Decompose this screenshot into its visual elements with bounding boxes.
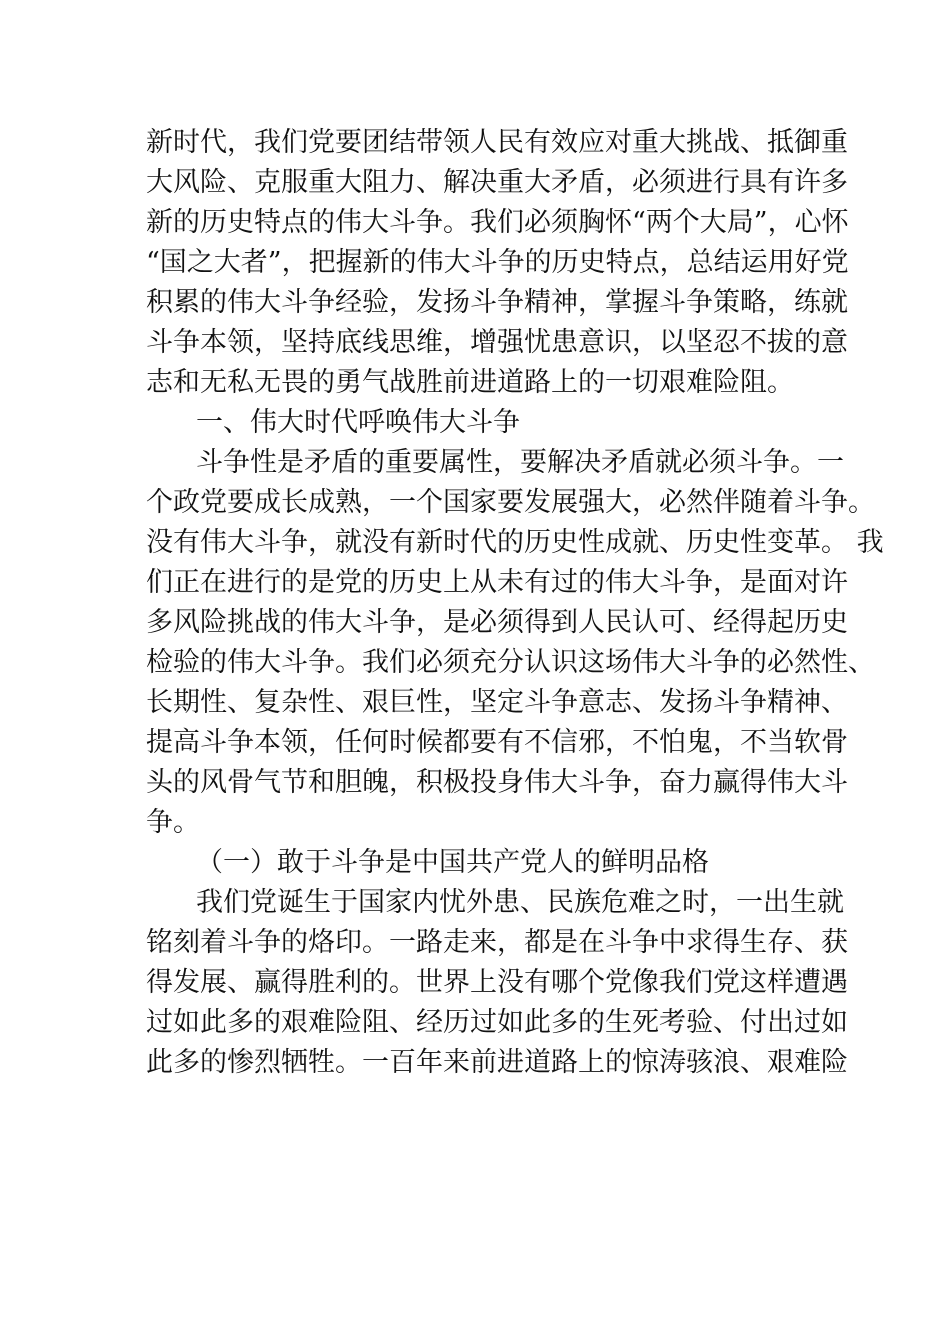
text-line: 检验的伟大斗争。我们必须充分认识这场伟大斗争的必然性、 <box>146 647 875 678</box>
text-line: 斗争性是矛盾的重要属性，要解决矛盾就必须斗争。一 <box>196 447 844 478</box>
subsection-heading: （一）敢于斗争是中国共产党人的鲜明品格 <box>196 847 709 878</box>
text-line: 头的风骨气节和胆魄，积极投身伟大斗争，奋力赢得伟大斗 <box>146 767 848 798</box>
text-line: 长期性、复杂性、艰巨性，坚定斗争意志、发扬斗争精神、 <box>146 687 848 718</box>
text-line: 过如此多的艰难险阻、经历过如此多的生死考验、付出过如 <box>146 1007 848 1038</box>
text-line: 新时代，我们党要团结带领人民有效应对重大挑战、抵御重 <box>146 127 848 158</box>
text-line: 铭刻着斗争的烙印。一路走来，都是在斗争中求得生存、获 <box>146 927 848 958</box>
text-line: 没有伟大斗争，就没有新时代的历史性成就、历史性变革。 我 <box>146 527 884 558</box>
text-line: 此多的惨烈牺牲。一百年来前进道路上的惊涛骇浪、艰难险 <box>146 1047 848 1078</box>
text-line: 新的历史特点的伟大斗争。我们必须胸怀“两个大局”，心怀 <box>146 207 849 238</box>
text-line: 们正在进行的是党的历史上从未有过的伟大斗争，是面对许 <box>146 567 848 598</box>
text-line: 斗争本领，坚持底线思维，增强忧患意识，以坚忍不拔的意 <box>146 327 848 358</box>
text-line: “国之大者”，把握新的伟大斗争的历史特点，总结运用好党 <box>146 247 849 278</box>
text-line: 个政党要成长成熟，一个国家要发展强大，必然伴随着斗争。 <box>146 487 875 518</box>
text-line: 争。 <box>146 807 200 838</box>
text-line: 积累的伟大斗争经验，发扬斗争精神，掌握斗争策略，练就 <box>146 287 848 318</box>
text-line: 我们党诞生于国家内忧外患、民族危难之时，一出生就 <box>196 887 844 918</box>
text-line: 得发展、赢得胜利的。世界上没有哪个党像我们党这样遭遇 <box>146 967 848 998</box>
text-line: 志和无私无畏的勇气战胜前进道路上的一切艰难险阻。 <box>146 367 794 398</box>
text-line: 多风险挑战的伟大斗争，是必须得到人民认可、经得起历史 <box>146 607 848 638</box>
section-heading: 一、伟大时代呼唤伟大斗争 <box>196 407 520 438</box>
text-line: 提高斗争本领，任何时候都要有不信邪，不怕鬼，不当软骨 <box>146 727 848 758</box>
text-line: 大风险、克服重大阻力、解决重大矛盾，必须进行具有许多 <box>146 167 848 198</box>
